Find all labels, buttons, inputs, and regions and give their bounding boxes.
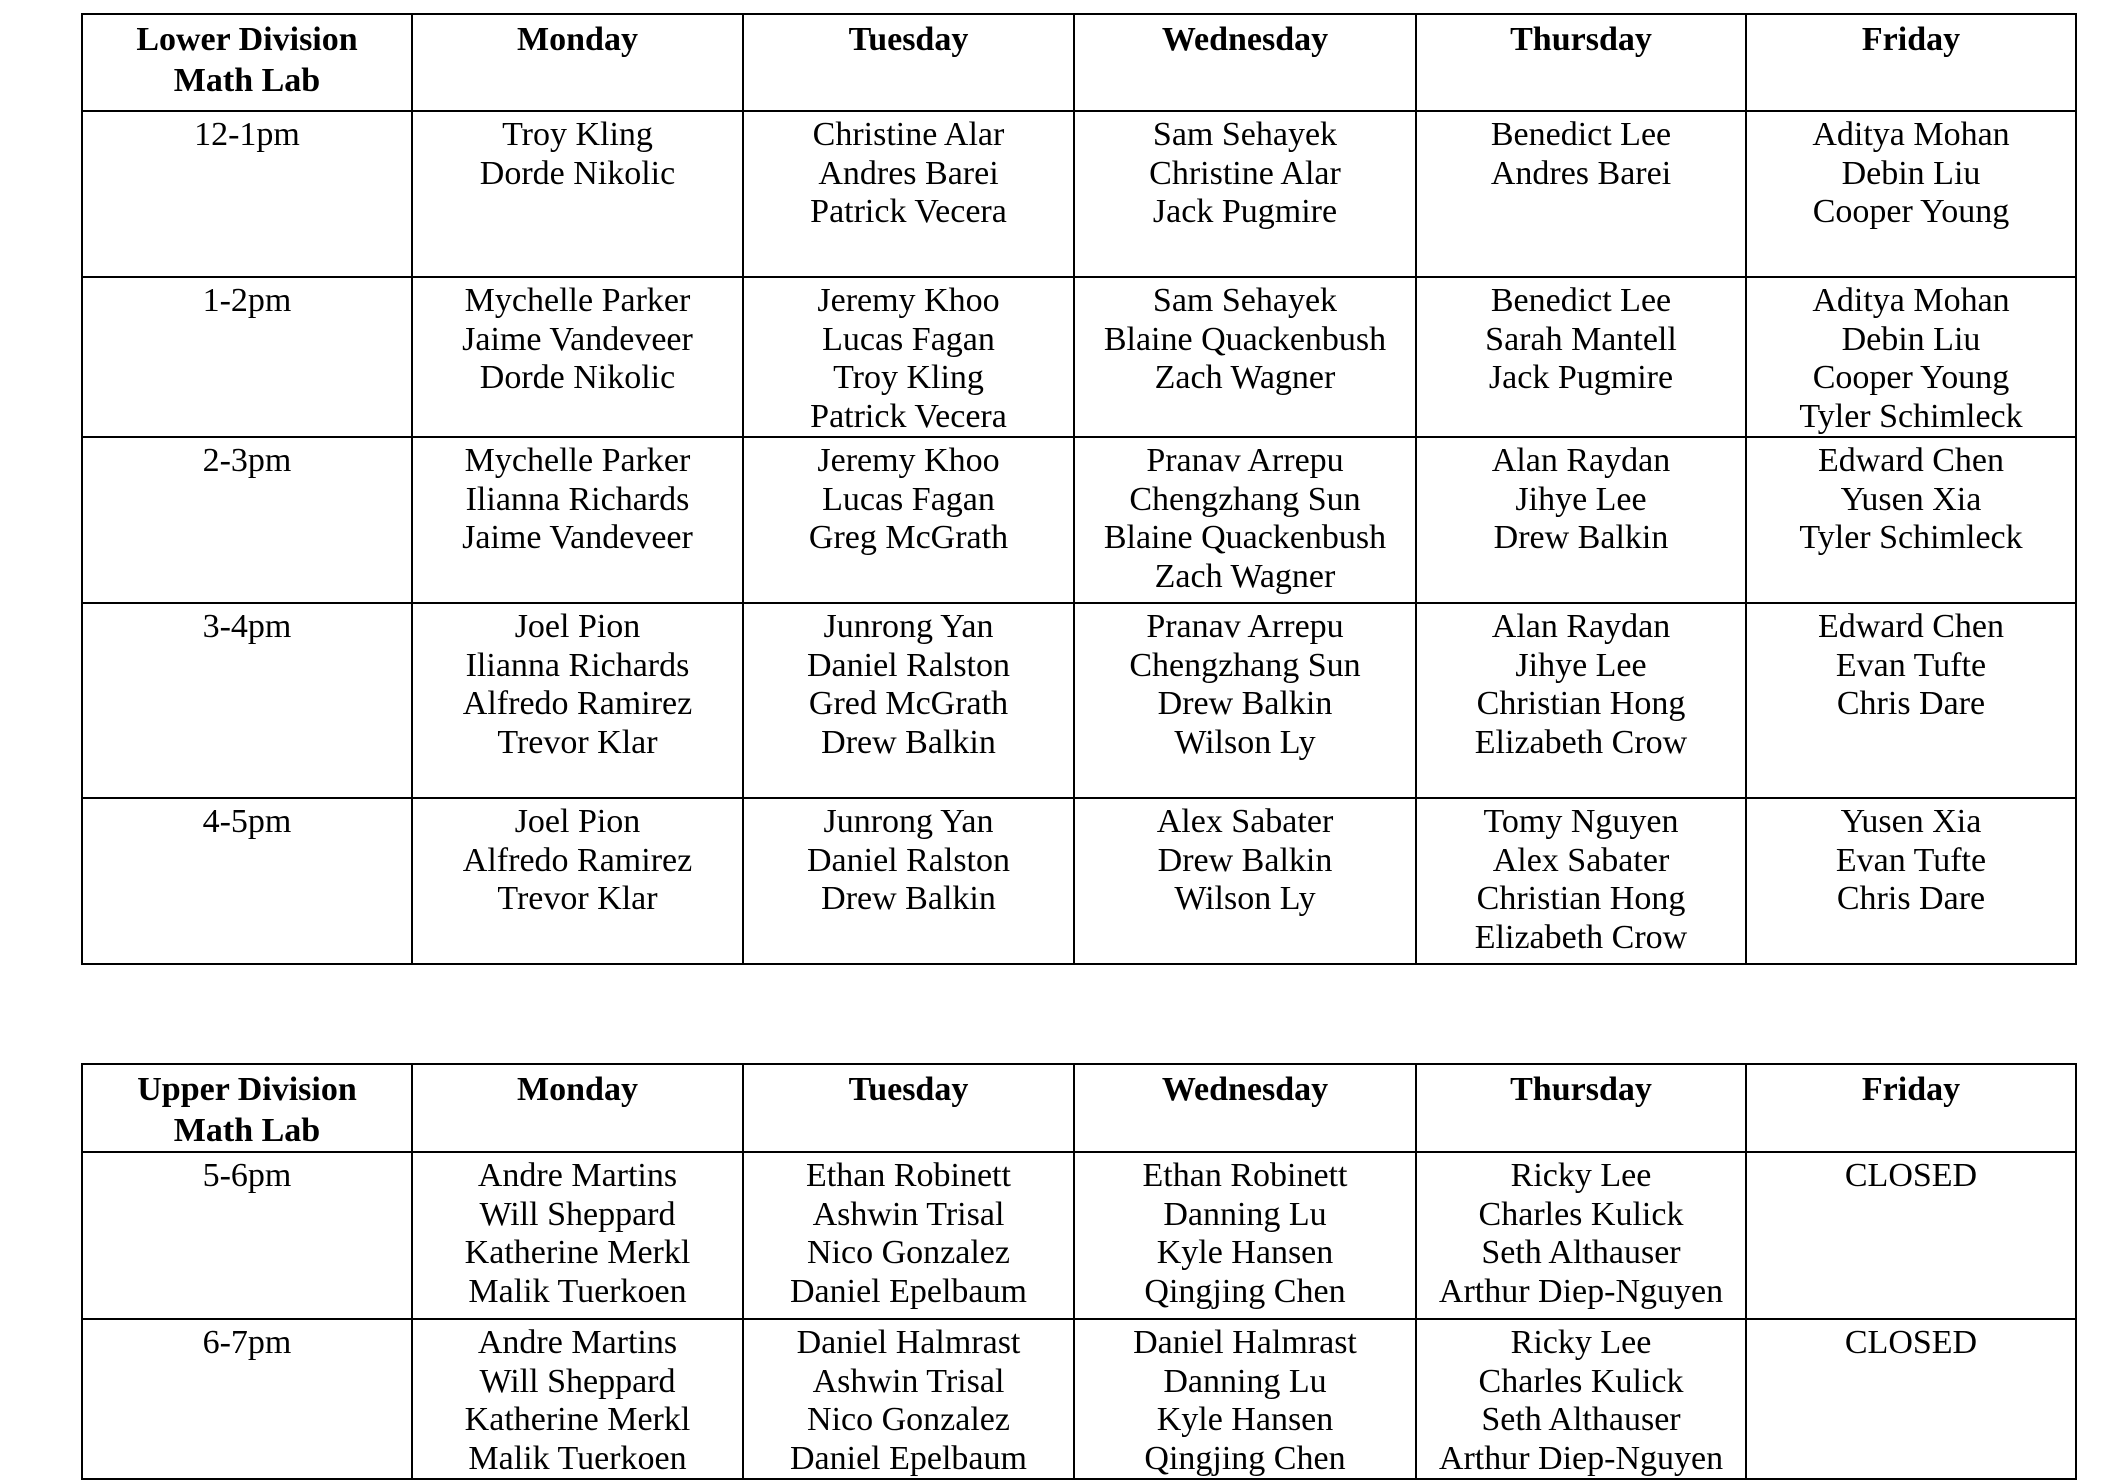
tutor-name: Joel Pion bbox=[514, 608, 641, 645]
schedule-cell bbox=[1746, 603, 2076, 798]
tutor-name: Andre Martins bbox=[477, 1324, 678, 1361]
tutor-name: Trevor Klar bbox=[497, 880, 658, 917]
table-title-line: Upper Division bbox=[137, 1071, 357, 1108]
tutor-name: Malik Tuerkoen bbox=[468, 1439, 687, 1477]
tutor-name: Drew Balkin bbox=[1493, 519, 1669, 556]
tutor-name: Charles Kulick bbox=[1478, 1195, 1684, 1233]
schedule-cell bbox=[1416, 437, 1746, 603]
tutor-name: Ricky Lee bbox=[1510, 1324, 1652, 1361]
schedule-cell bbox=[1074, 111, 1416, 277]
tutor-name: Qingjing Chen bbox=[1144, 1272, 1346, 1310]
tutor-name: Qingjing Chen bbox=[1144, 1439, 1346, 1477]
schedule-cell bbox=[412, 111, 743, 277]
schedule-cell bbox=[1746, 798, 2076, 964]
table-row bbox=[82, 1319, 2076, 1479]
tutor-name: Malik Tuerkoen bbox=[468, 1272, 687, 1310]
schedule-body bbox=[82, 111, 2076, 964]
tutor-name: Jeremy Khoo bbox=[817, 442, 1000, 479]
time-slot-cell: 3-4pm bbox=[82, 603, 412, 798]
header-row bbox=[82, 1064, 2076, 1152]
upper-division-schedule-table bbox=[81, 1063, 2077, 1480]
tutor-name: Dorde Nikolic bbox=[479, 359, 676, 396]
tutor-name: Blaine Quackenbush bbox=[1103, 519, 1387, 556]
time-slot-cell: 6-7pm bbox=[82, 1319, 412, 1479]
tutor-name: Chris Dare bbox=[1836, 685, 1986, 722]
tutor-name: Arthur Diep-Nguyen bbox=[1438, 1439, 1724, 1477]
day-header-tuesday: Tuesday bbox=[743, 1064, 1074, 1152]
schedule-cell bbox=[412, 1152, 743, 1319]
tutor-name: Alan Raydan bbox=[1491, 442, 1671, 479]
tutor-name: Elizabeth Crow bbox=[1474, 918, 1688, 956]
schedule-cell bbox=[1074, 1152, 1416, 1319]
tutor-name: Andre Martins bbox=[477, 1157, 678, 1194]
tutor-name: Tyler Schimleck bbox=[1799, 519, 2023, 556]
tutor-name: Chris Dare bbox=[1836, 880, 1986, 917]
tutor-name: Patrick Vecera bbox=[810, 397, 1007, 435]
tutor-name: Wilson Ly bbox=[1174, 880, 1316, 917]
tutor-name: Edward Chen bbox=[1817, 608, 2004, 645]
tutor-name: Pranav Arrepu bbox=[1146, 608, 1344, 645]
time-slot-cell: 2-3pm bbox=[82, 437, 412, 603]
lower-division-schedule-table bbox=[81, 13, 2077, 965]
tutor-name: Ricky Lee bbox=[1510, 1157, 1652, 1194]
time-slot-cell: 5-6pm bbox=[82, 1152, 412, 1319]
schedule-cell bbox=[1746, 1319, 2076, 1479]
tutor-name: Alfredo Ramirez bbox=[462, 685, 693, 722]
day-header-monday: Monday bbox=[412, 1064, 743, 1152]
tutor-name: Tomy Nguyen bbox=[1483, 803, 1679, 840]
table-row bbox=[82, 277, 2076, 437]
schedule-cell bbox=[1416, 603, 1746, 798]
tutor-name: Jihye Lee bbox=[1515, 646, 1647, 684]
tutor-name: Aditya Mohan bbox=[1812, 282, 2010, 319]
table-row bbox=[82, 437, 2076, 603]
schedule-cell bbox=[743, 1319, 1074, 1479]
tutor-name: Will Sheppard bbox=[479, 1362, 676, 1400]
tutor-name: Seth Althauser bbox=[1481, 1234, 1681, 1271]
schedule-cell bbox=[1416, 798, 1746, 964]
header-row bbox=[82, 14, 2076, 111]
tutor-name: Katherine Merkl bbox=[464, 1234, 691, 1271]
table-title bbox=[82, 14, 412, 111]
tutor-name: Mychelle Parker bbox=[464, 442, 691, 479]
table-row bbox=[82, 603, 2076, 798]
tutor-name: Christine Alar bbox=[812, 116, 1005, 153]
tutor-name: Charles Kulick bbox=[1478, 1362, 1684, 1400]
tutor-name: Jaime Vandeveer bbox=[462, 320, 693, 358]
tutor-name: Troy Kling bbox=[502, 116, 653, 153]
tutor-name: Dorde Nikolic bbox=[479, 154, 676, 192]
schedule-cell bbox=[1416, 1319, 1746, 1479]
table-row bbox=[82, 1152, 2076, 1319]
tutor-name: Nico Gonzalez bbox=[807, 1234, 1010, 1271]
tutor-name: Lucas Fagan bbox=[822, 320, 995, 358]
table-row bbox=[82, 111, 2076, 277]
tutor-name: Joel Pion bbox=[514, 803, 641, 840]
schedule-cell bbox=[1416, 111, 1746, 277]
schedule-cell bbox=[412, 437, 743, 603]
tutor-name: Arthur Diep-Nguyen bbox=[1438, 1272, 1724, 1310]
tutor-name: Alex Sabater bbox=[1492, 841, 1670, 879]
tutor-name: Debin Liu bbox=[1841, 320, 1981, 358]
table-title-line: Math Lab bbox=[173, 62, 321, 99]
tutor-name: Sam Sehayek bbox=[1152, 282, 1338, 319]
tutor-name: Drew Balkin bbox=[821, 723, 996, 761]
schedule-cell bbox=[1746, 111, 2076, 277]
table-title-line: Math Lab bbox=[173, 1112, 321, 1149]
tutor-name: Evan Tufte bbox=[1835, 646, 1987, 684]
schedule-cell bbox=[743, 798, 1074, 964]
tutor-name: Yusen Xia bbox=[1840, 480, 1982, 518]
tutor-name: Yusen Xia bbox=[1840, 803, 1982, 840]
day-header-wednesday: Wednesday bbox=[1074, 1064, 1416, 1152]
tutor-name: Andres Barei bbox=[818, 154, 999, 192]
schedule-cell bbox=[412, 603, 743, 798]
tutor-name: Daniel Halmrast bbox=[1133, 1324, 1357, 1361]
tutor-name: Aditya Mohan bbox=[1812, 116, 2010, 153]
table-row bbox=[82, 798, 2076, 964]
tutor-name: Andres Barei bbox=[1490, 154, 1672, 192]
tutor-name: Daniel Ralston bbox=[806, 646, 1011, 684]
day-header-friday: Friday bbox=[1746, 14, 2076, 111]
tutor-name: Troy Kling bbox=[833, 359, 984, 396]
day-header-friday: Friday bbox=[1746, 1064, 2076, 1152]
tutor-name: Alfredo Ramirez bbox=[462, 841, 693, 879]
tutor-name: Jack Pugmire bbox=[1152, 193, 1338, 230]
day-header-wednesday: Wednesday bbox=[1074, 14, 1416, 111]
time-slot-cell: 4-5pm bbox=[82, 798, 412, 964]
tutor-name: Patrick Vecera bbox=[810, 193, 1007, 230]
tutor-name: Will Sheppard bbox=[479, 1195, 676, 1233]
tutor-name: Blaine Quackenbush bbox=[1103, 320, 1387, 358]
tutor-name: Danning Lu bbox=[1163, 1362, 1327, 1400]
schedule-cell bbox=[412, 798, 743, 964]
tutor-name: Daniel Epelbaum bbox=[790, 1272, 1027, 1310]
tutor-name: Debin Liu bbox=[1841, 154, 1981, 192]
day-header-thursday: Thursday bbox=[1416, 1064, 1746, 1152]
schedule-cell bbox=[1416, 1152, 1746, 1319]
schedule-cell bbox=[1074, 437, 1416, 603]
tutor-name: Jeremy Khoo bbox=[817, 282, 1000, 319]
tutor-name: Mychelle Parker bbox=[464, 282, 691, 319]
schedule-cell bbox=[743, 603, 1074, 798]
tutor-name: Daniel Ralston bbox=[806, 841, 1011, 879]
tutor-name: Lucas Fagan bbox=[822, 480, 995, 518]
schedule-cell bbox=[1746, 1152, 2076, 1319]
tutor-name: Daniel Halmrast bbox=[796, 1324, 1021, 1361]
tutor-name: Nico Gonzalez bbox=[807, 1401, 1010, 1438]
tutor-name: Ethan Robinett bbox=[1142, 1157, 1348, 1194]
day-header-thursday: Thursday bbox=[1416, 14, 1746, 111]
tutor-name: Tyler Schimleck bbox=[1799, 397, 2023, 435]
tutor-name: Ethan Robinett bbox=[806, 1157, 1011, 1194]
tutor-name: Kyle Hansen bbox=[1156, 1401, 1334, 1438]
schedule-cell bbox=[1074, 1319, 1416, 1479]
schedule-cell bbox=[1074, 798, 1416, 964]
tutor-name: Ilianna Richards bbox=[465, 480, 690, 518]
schedule-body bbox=[82, 1152, 2076, 1479]
tutor-name: Chengzhang Sun bbox=[1129, 480, 1361, 518]
tutor-name: Danning Lu bbox=[1163, 1195, 1327, 1233]
schedule-cell bbox=[1746, 437, 2076, 603]
schedule-cell bbox=[1074, 603, 1416, 798]
schedule-cell bbox=[743, 111, 1074, 277]
schedule-cell bbox=[743, 437, 1074, 603]
tutor-name: Chengzhang Sun bbox=[1129, 646, 1361, 684]
tutor-name: Edward Chen bbox=[1817, 442, 2004, 479]
tutor-name: Zach Wagner bbox=[1154, 359, 1336, 396]
tutor-name: Junrong Yan bbox=[823, 608, 994, 645]
tutor-name: Ilianna Richards bbox=[465, 646, 690, 684]
tutor-name: Jihye Lee bbox=[1515, 480, 1647, 518]
tutor-name: Sam Sehayek bbox=[1152, 116, 1338, 153]
tutor-name: Seth Althauser bbox=[1481, 1401, 1681, 1438]
tutor-name: Pranav Arrepu bbox=[1146, 442, 1344, 479]
tutor-name: Gred McGrath bbox=[808, 685, 1009, 722]
tutor-name: Jack Pugmire bbox=[1488, 359, 1674, 396]
closed-label: CLOSED bbox=[1844, 1324, 1978, 1361]
day-header-tuesday: Tuesday bbox=[743, 14, 1074, 111]
time-slot-cell: 12-1pm bbox=[82, 111, 412, 277]
day-header-monday: Monday bbox=[412, 14, 743, 111]
tutor-name: Sarah Mantell bbox=[1485, 320, 1677, 358]
schedule-cell bbox=[412, 1319, 743, 1479]
tutor-name: Zach Wagner bbox=[1154, 557, 1336, 595]
schedule-cell bbox=[412, 277, 743, 437]
time-slot-cell: 1-2pm bbox=[82, 277, 412, 437]
tutor-name: Elizabeth Crow bbox=[1474, 723, 1688, 761]
schedule-cell bbox=[743, 1152, 1074, 1319]
tutor-name: Benedict Lee bbox=[1490, 116, 1672, 153]
tutor-name: Katherine Merkl bbox=[464, 1401, 691, 1438]
tutor-name: Evan Tufte bbox=[1835, 841, 1987, 879]
tutor-name: Alan Raydan bbox=[1491, 608, 1671, 645]
tutor-name: Trevor Klar bbox=[497, 723, 658, 761]
tutor-name: Wilson Ly bbox=[1174, 723, 1316, 761]
tutor-name: Junrong Yan bbox=[823, 803, 994, 840]
tutor-name: Daniel Epelbaum bbox=[790, 1439, 1027, 1477]
tutor-name: Greg McGrath bbox=[808, 519, 1009, 556]
table-title bbox=[82, 1064, 412, 1152]
tutor-name: Drew Balkin bbox=[1157, 841, 1333, 879]
tutor-name: Cooper Young bbox=[1812, 359, 2010, 396]
tutor-name: Drew Balkin bbox=[821, 880, 996, 917]
tutor-name: Christine Alar bbox=[1149, 154, 1341, 192]
tutor-name: Drew Balkin bbox=[1157, 685, 1333, 722]
schedule-cell bbox=[1074, 277, 1416, 437]
tutor-name: Alex Sabater bbox=[1156, 803, 1334, 840]
tutor-name: Christian Hong bbox=[1476, 685, 1686, 722]
tutor-name: Kyle Hansen bbox=[1156, 1234, 1334, 1271]
tutor-name: Ashwin Trisal bbox=[812, 1195, 1005, 1233]
tutor-name: Cooper Young bbox=[1812, 193, 2010, 230]
tutor-name: Ashwin Trisal bbox=[812, 1362, 1005, 1400]
schedule-cell bbox=[1746, 277, 2076, 437]
table-title-line: Lower Division bbox=[136, 21, 358, 58]
closed-label: CLOSED bbox=[1844, 1157, 1978, 1194]
schedule-cell bbox=[743, 277, 1074, 437]
tutor-name: Benedict Lee bbox=[1490, 282, 1672, 319]
tutor-name: Christian Hong bbox=[1476, 880, 1686, 917]
schedule-cell bbox=[1416, 277, 1746, 437]
tutor-name: Jaime Vandeveer bbox=[462, 519, 693, 556]
